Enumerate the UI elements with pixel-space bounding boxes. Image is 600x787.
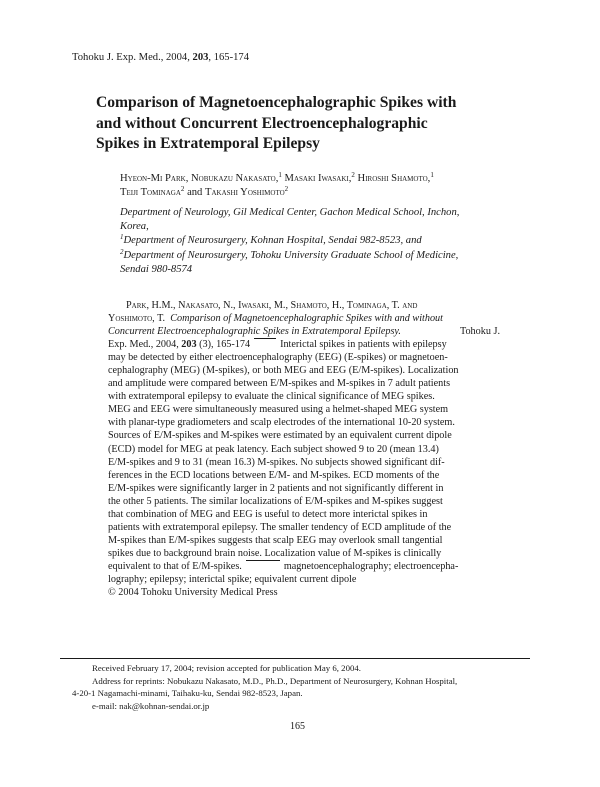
- journal-name: Tohoku J. Exp. Med., 2004,: [72, 52, 190, 63]
- footnote-received: Received February 17, 2004; revision accepted for publication May 6, 2004.: [92, 663, 361, 673]
- journal-volume: 203: [192, 52, 209, 63]
- citation-pages: (3), 165-174: [199, 339, 251, 351]
- page-number: 165: [290, 721, 305, 732]
- author-name: Nobukazu Nakasato,: [191, 173, 279, 184]
- citation-authors: Park, H.M., Nakasato, N., Iwasaki, M., Shamoto, H., Tominaga, T. and: [126, 300, 418, 311]
- abstract-line: (ECD) model for MEG at peak latency. Each subject showed 9 to 20 (mean 13.4): [108, 443, 439, 455]
- affiliation-line: [120, 263, 500, 277]
- citation-line-4: [108, 338, 500, 351]
- keywords: magnetoencephalography; electroencepha-: [283, 560, 459, 572]
- citation-authors-cont: Yoshimoto, T.: [108, 313, 166, 325]
- dash-separator: [254, 338, 276, 351]
- abstract-line: M-spikes than E/M-spikes suggests that scalp EEG may overlook small tangential: [108, 534, 443, 546]
- abstract-line: MEG and EEG were simultaneously measured using a helmet-shaped MEG system: [108, 404, 449, 416]
- author-name: Hyeon-Mi Park,: [120, 173, 189, 184]
- abstract-line: Sources of E/M-spikes and M-spikes were estimated by an equivalent current dipole: [108, 430, 452, 442]
- author-list: [120, 172, 434, 200]
- author-sup: 1: [430, 171, 434, 179]
- affiliation-line: [120, 206, 500, 220]
- abstract-line: the other 5 patients. The similar localizations of E/M-spikes and M-spikes suggest: [108, 495, 443, 507]
- affiliation-sup: 1: [120, 233, 124, 242]
- abstract-line: patients with extratemporal epilepsy. The smaller tendency of ECD amplitude of the: [108, 521, 452, 533]
- affiliations: [120, 206, 500, 277]
- author-sup: 2: [351, 171, 355, 179]
- title-line: Comparison of Magnetoencephalographic Spikes with: [96, 94, 457, 111]
- article-title: [96, 93, 516, 155]
- footnote-reprints: Address for reprints: Nobukazu Nakasato, M.D., Ph.D., Department of Neurosurgery, Kohnan Hospital,: [92, 675, 458, 686]
- title-line: Spikes in Extratemporal Epilepsy: [96, 135, 320, 152]
- abstract-line: E/M-spikes and 9 to 31 (mean 16.3) M-spikes. No subjects showed significant dif-: [108, 456, 445, 468]
- footnote-rule: [60, 658, 530, 659]
- abstract-line: equivalent to that of E/M-spikes.: [108, 560, 242, 572]
- abstract-line: Interictal spikes in patients with epilepsy: [280, 339, 447, 351]
- affiliation-line: [120, 249, 500, 263]
- citation-title-cont: Concurrent Electroencephalographic Spikes in Extratemporal Epilepsy.: [108, 326, 401, 338]
- citation-journal-cont: Exp. Med., 2004,: [108, 339, 179, 351]
- affiliation-text: Korea,: [120, 221, 149, 233]
- author-sup: 2: [284, 185, 289, 193]
- author-name: Hiroshi Shamoto,: [357, 173, 431, 184]
- keywords-line: [108, 573, 500, 586]
- author-sup: 2: [180, 185, 185, 193]
- author-line-2: [120, 186, 434, 200]
- abstract-line: and amplitude were compared between E/M-spikes and M-spikes in 7 adult patients: [108, 378, 451, 390]
- citation-title: Comparison of Magnetoencephalographic Spikes with and without: [170, 313, 443, 325]
- affiliation-text: Sendai 980-8574: [120, 263, 193, 275]
- journal-pages: , 165-174: [208, 52, 250, 63]
- abstract-body: [108, 351, 500, 560]
- journal-citation-header: [72, 52, 249, 63]
- abstract-line: with planar-type gradiometers and scalp electrodes of the international 10-20 system.: [108, 417, 455, 429]
- dash-separator: [246, 560, 280, 573]
- title-line: and without Concurrent Electroencephalographic: [96, 114, 428, 132]
- citation-authors-line: [108, 299, 500, 312]
- footnote-email: e-mail: nak@kohnan-sendai.or.jp: [92, 700, 210, 711]
- author-name: Teiji Tominaga: [120, 187, 181, 198]
- affiliation-text: Department of Neurology, Gil Medical Center, Gachon Medical School, Inchon,: [120, 207, 460, 218]
- keywords-cont: lography; epilepsy; interictal spike; equivalent current dipole: [108, 573, 357, 585]
- abstract-line: ferences in the ECD locations between E/M- and M-spikes. ECD moments of the: [108, 469, 440, 481]
- footnote-reprints-cont: 4-20-1 Nagamachi-minami, Taihaku-ku, Sendai 982-8523, Japan.: [72, 688, 303, 699]
- abstract-last-line: [108, 560, 500, 573]
- citation-volume: 203: [181, 339, 197, 351]
- affiliation-line: [120, 220, 500, 234]
- affiliation-line: [120, 234, 500, 248]
- copyright: © 2004 Tohoku University Medical Press: [108, 587, 278, 599]
- abstract-line: may be detected by either electroencephalography (EEG) (E-spikes) or magnetoen-: [108, 352, 448, 364]
- citation-journal: Tohoku J.: [459, 326, 500, 338]
- author-name: Takashi Yoshimoto: [205, 187, 285, 198]
- author-conjunction: and: [187, 187, 203, 198]
- author-name: Masaki Iwasaki,: [284, 173, 352, 184]
- abstract-line: with extratemporal epilepsy to evaluate the clinical significance of MEG spikes.: [108, 391, 435, 403]
- affiliation-text: Department of Neurosurgery, Tohoku University Graduate School of Medicine,: [123, 249, 459, 261]
- citation-line-2: [108, 312, 500, 325]
- abstract-line: that combination of MEG and EEG is useful to detect more interictal spikes in: [108, 508, 428, 520]
- abstract-line: E/M-spikes were significantly larger in 2 patients and not significantly different in: [108, 482, 444, 494]
- affiliation-sup: 2: [120, 247, 124, 256]
- footnotes: [72, 662, 532, 712]
- copyright-line: [108, 586, 500, 599]
- affiliation-text: Department of Neurosurgery, Kohnan Hospital, Sendai 982-8523, and: [123, 235, 422, 247]
- citation-line-3: [108, 325, 500, 338]
- author-sup: 1: [278, 171, 282, 179]
- abstract: [108, 299, 500, 599]
- citation-left: [108, 312, 443, 325]
- abstract-line: spikes due to background brain noise. Localization value of M-spikes is clinically: [108, 547, 442, 559]
- abstract-line: cephalography (MEG) (M-spikes), or both MEG and EEG (E/M-spikes). Localization: [108, 365, 459, 377]
- author-line-1: [120, 172, 434, 186]
